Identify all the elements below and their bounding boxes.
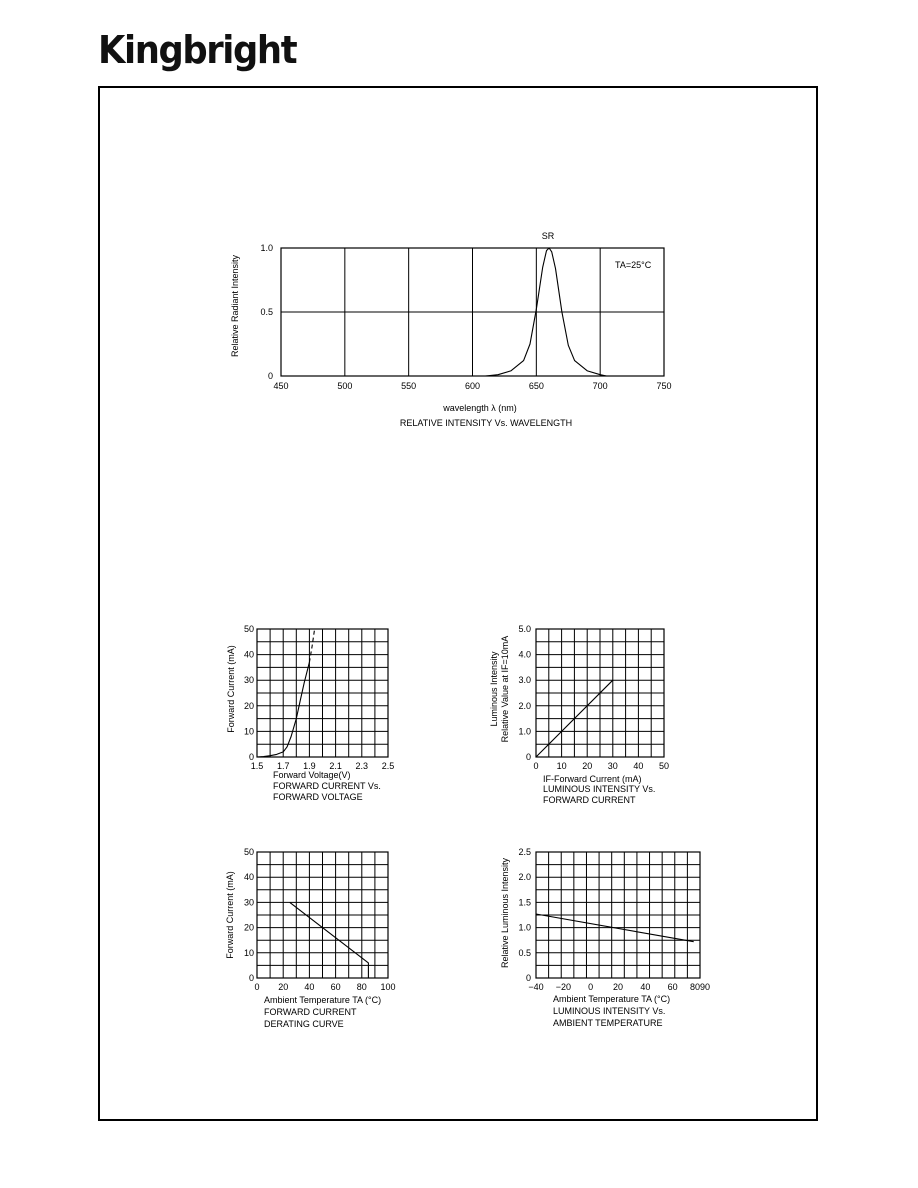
y-tick-label: 1.0 — [518, 726, 531, 737]
y-tick-label: 3.0 — [518, 675, 531, 686]
y-tick-label: 0 — [525, 973, 531, 983]
x-tick-label: −20 — [555, 982, 571, 992]
chart-title: LUMINOUS INTENSITY Vs. — [543, 784, 656, 794]
y-tick-label: 0.5 — [260, 307, 273, 317]
x-tick-label: 20 — [582, 761, 593, 771]
x-tick-label: 550 — [401, 381, 417, 391]
y-tick-label: 20 — [243, 922, 254, 933]
y-axis-label: Relative Luminous Intensity — [500, 857, 510, 969]
y-tick-label: 2.0 — [518, 872, 531, 883]
chart-title: FORWARD CURRENT — [264, 1007, 357, 1017]
x-tick-label: 750 — [656, 381, 672, 391]
chart-lum_if — [489, 624, 669, 805]
y-tick-label: 0 — [248, 973, 254, 983]
chart-iv — [226, 624, 394, 802]
y-tick-label: 30 — [243, 675, 254, 686]
x-tick-label: 0 — [588, 982, 594, 992]
x-tick-label: 20 — [278, 982, 289, 992]
x-tick-label: 2.5 — [381, 761, 395, 771]
chart-subtitle: FORWARD CURRENT — [543, 795, 636, 805]
x-tick-label: 1.5 — [250, 761, 264, 771]
x-tick-label: 600 — [464, 381, 481, 391]
x-tick-label: 0 — [254, 982, 260, 992]
y-tick-label: 40 — [243, 872, 254, 883]
y-tick-label: 1.5 — [518, 897, 531, 908]
x-tick-label: 0 — [533, 761, 539, 771]
y-axis-label: Relative Radiant Intensity — [230, 254, 240, 358]
x-tick-label: 1.7 — [276, 761, 290, 771]
y-axis-label: Luminous Intensity — [489, 651, 499, 727]
x-tick-label: 1.9 — [303, 761, 316, 771]
x-tick-label: 10 — [556, 761, 567, 771]
y-tick-label: 0.5 — [518, 947, 531, 958]
x-tick-label: 8090 — [689, 982, 711, 992]
y-tick-label: 10 — [243, 726, 254, 737]
x-tick-label: 30 — [607, 761, 618, 771]
x-tick-label: 2.3 — [355, 761, 369, 771]
y-tick-label: 50 — [243, 847, 254, 857]
x-axis-label: IF-Forward Current (mA) — [543, 774, 642, 784]
series-line-dashed — [309, 629, 314, 662]
chart-subtitle: DERATING CURVE — [264, 1019, 344, 1029]
y-tick-label: 2.5 — [518, 847, 531, 857]
chart-title: RELATIVE INTENSITY Vs. WAVELENGTH — [399, 418, 573, 428]
y-tick-label: 50 — [243, 624, 254, 634]
x-tick-label: 700 — [592, 381, 608, 391]
x-tick-label: −40 — [528, 982, 544, 992]
x-axis-label: Forward Voltage(V) — [273, 770, 351, 780]
y-tick-label: 40 — [243, 649, 254, 660]
x-tick-label: 40 — [633, 761, 644, 771]
x-tick-label: 100 — [380, 982, 396, 992]
y-tick-label: 1.0 — [518, 922, 531, 933]
x-tick-label: 20 — [612, 982, 624, 992]
x-tick-label: 80 — [356, 982, 367, 992]
y-tick-label: 0 — [525, 752, 531, 762]
y-tick-label: 0 — [267, 371, 273, 381]
y-tick-label: 5.0 — [518, 624, 531, 634]
y-axis-label: Forward Current (mA) — [225, 871, 235, 959]
x-tick-label: 60 — [667, 982, 678, 992]
x-axis-label: wavelength λ (nm) — [443, 403, 517, 413]
chart-annotation: SR — [541, 231, 555, 241]
chart-spectrum — [230, 231, 672, 428]
x-tick-label: 40 — [640, 982, 651, 992]
x-axis-label: Ambient Temperature TA (°C) — [264, 995, 382, 1005]
y-tick-label: 10 — [243, 947, 254, 958]
chart-derating — [225, 847, 396, 1029]
x-tick-label: 50 — [658, 761, 670, 771]
chart-subtitle: FORWARD VOLTAGE — [273, 792, 363, 802]
chart-subtitle: AMBIENT TEMPERATURE — [553, 1018, 663, 1028]
y-tick-label: 2.0 — [518, 700, 531, 711]
x-tick-label: 650 — [528, 381, 544, 391]
y-tick-label: 1.0 — [260, 243, 273, 253]
chart-title: FORWARD CURRENT Vs. — [273, 781, 381, 791]
chart-annotation: TA=25°C — [615, 260, 652, 270]
y-axis-label-secondary: Relative Value at IF=10mA — [500, 635, 510, 743]
y-tick-label: 0 — [248, 752, 254, 762]
chart-title: LUMINOUS INTENSITY Vs. — [553, 1006, 666, 1016]
y-axis-label: Forward Current (mA) — [226, 645, 236, 733]
x-tick-label: 40 — [304, 982, 315, 992]
x-tick-label: 60 — [330, 982, 341, 992]
y-tick-label: 20 — [243, 700, 254, 711]
kingbright-logo: Kingbright — [98, 28, 297, 72]
y-tick-label: 30 — [243, 897, 254, 908]
x-tick-label: 500 — [337, 381, 353, 391]
x-axis-label: Ambient Temperature TA (°C) — [553, 994, 671, 1004]
x-tick-label: 450 — [273, 381, 289, 391]
chart-lum_ta — [500, 847, 710, 1028]
y-tick-label: 4.0 — [518, 649, 531, 660]
x-tick-label: 2.1 — [329, 761, 342, 771]
